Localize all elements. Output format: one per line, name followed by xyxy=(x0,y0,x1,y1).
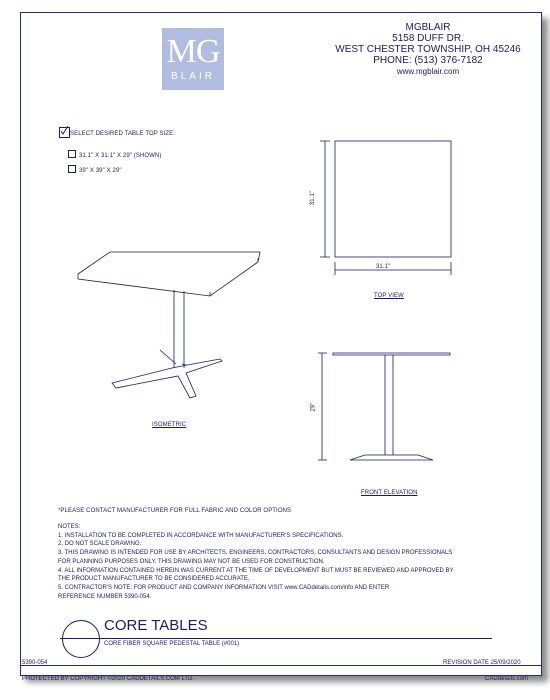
note-line: 4. ALL INFORMATION CONTAINED HEREIN WAS CURRENT AT THE TIME OF DEVELOPMENT BUT MUST BE REVIEWED AND APPROVED BY xyxy=(58,567,454,574)
front-elevation-drawing xyxy=(318,353,450,460)
note-line: FOR PLANNING PURPOSES ONLY. THIS DRAWING MAY NOT BE USED FOR CONSTRUCTION. xyxy=(58,558,325,565)
note-line: 1. INSTALLATION TO BE COMPLETED IN ACCORDANCE WITH MANUFACTURER'S SPECIFICATIONS. xyxy=(58,532,344,539)
notes-header: NOTES: xyxy=(58,524,81,530)
revision-date: REVISION DATE 25/09/2020 xyxy=(443,660,521,666)
notes-block xyxy=(58,523,454,601)
logo-mark: MG xyxy=(166,33,220,70)
option-label-1: 31.1" X 31.1" X 29" (SHOWN) xyxy=(79,153,162,159)
drawing-number: 5390-054 xyxy=(22,660,48,666)
company-address2: WEST CHESTER TOWNSHIP, OH 45246 xyxy=(335,44,521,55)
options-header: SELECT DESIRED TABLE TOP SIZE: xyxy=(70,131,176,137)
front-elevation-label: FRONT ELEVATION xyxy=(361,490,418,496)
note-line: 3. THIS DRAWING IS INTENDED FOR USE BY ARCHITECTS, ENGINEERS, CONTRACTORS, CONSULTANTS AND DESIGN PROFESSIONALS xyxy=(58,550,453,557)
company-name: MGBLAIR xyxy=(405,22,451,33)
logo-wordmark: BLAIR xyxy=(171,71,215,82)
top-depth-dimension: 31.1" xyxy=(310,190,317,206)
contact-note: *PLEASE CONTACT MANUFACTURER FOR FULL FABRIC AND COLOR OPTIONS xyxy=(58,508,292,514)
top-view-drawing xyxy=(320,141,451,275)
product-subtitle: CORE FIBER SQUARE PEDESTAL TABLE (#001) xyxy=(104,641,240,647)
copyright-text: PROTECTED BY COPYRIGHT ©2020 CADDETAILS.COM LTD. xyxy=(22,676,195,682)
top-view-label: TOP VIEW xyxy=(374,293,404,299)
note-line: 2. DO NOT SCALE DRAWING. xyxy=(58,541,142,548)
company-phone: PHONE: (513) 376-7182 xyxy=(373,55,483,66)
company-address1: 5158 DUFF DR. xyxy=(392,33,464,44)
isometric-label: ISOMETRIC xyxy=(152,422,187,428)
caddetails-link[interactable]: CADdetails.com xyxy=(485,676,529,682)
isometric-view-drawing xyxy=(78,252,260,398)
option-label-2: 39" X 39" X 29" xyxy=(79,168,122,174)
note-line: THE PRODUCT MANUFACTURER TO BE CONSIDERED ACCURATE. xyxy=(58,576,250,583)
height-dimension: 29" xyxy=(310,402,317,412)
top-width-dimension: 31.1" xyxy=(376,264,391,270)
title-divider xyxy=(60,638,492,639)
note-line: 5. CONTRACTOR'S NOTE: FOR PRODUCT AND COMPANY INFORMATION VISIT www.CADdetails.com/info AND ENTER xyxy=(58,584,390,591)
title-circle-icon xyxy=(62,620,100,658)
company-url[interactable]: www.mgblair.com xyxy=(396,67,460,76)
product-title: CORE TABLES xyxy=(104,617,208,634)
note-line: REFERENCE NUMBER 5390-054. xyxy=(58,593,152,600)
